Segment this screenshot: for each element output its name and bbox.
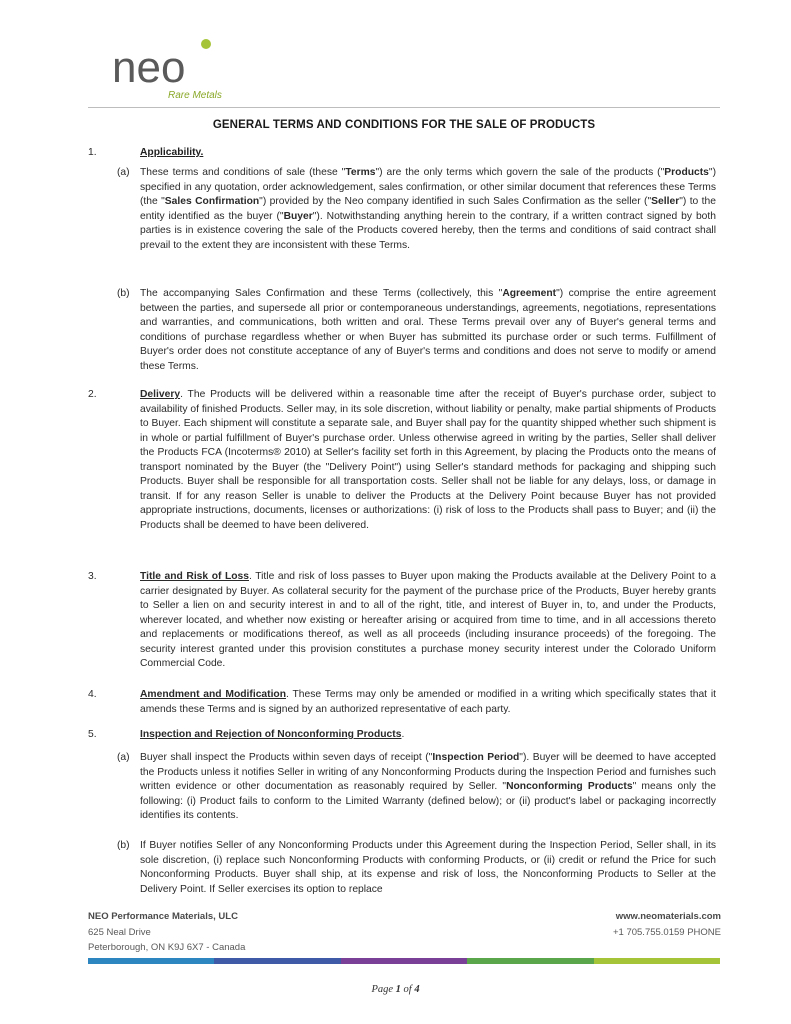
header-divider <box>88 107 720 108</box>
footer-address-line-2: Peterborough, ON K9J 6X7 - Canada <box>88 942 246 953</box>
color-band-segment-3 <box>341 958 467 964</box>
footer-address <box>88 909 245 956</box>
section-1b-text: The accompanying Sales Confirmation and these Terms (collectively, this "Agreement") comprise the entire agreement between the parties, and supersede all prior or contemporaneous understandings, agreements, negotiations, representations and warranties, and communications, both written and oral. These Terms prevail over any of Buyer's general terms and conditions of purchase regardless whether or when Buyer has submitted its purchase order or such terms. Fulfillment of Buyer's order does not constitute acceptance of any of Buyer's terms and conditions and does not serve to modify or amend these Terms. <box>140 288 716 372</box>
section-1b-marker: (b) <box>117 288 130 299</box>
footer-address-line-1: 625 Neal Drive <box>88 926 151 938</box>
footer-color-band <box>88 958 720 964</box>
color-band-segment-5 <box>594 958 720 964</box>
color-band-segment-4 <box>467 958 593 964</box>
section-1-number: 1. <box>88 147 97 158</box>
page-number: Page 1 of 4 <box>371 984 420 995</box>
section-2-number: 2. <box>88 389 97 400</box>
logo-dot <box>201 39 211 49</box>
footer-contact <box>613 909 721 940</box>
neo-logo <box>110 38 240 104</box>
section-1a-text: These terms and conditions of sale (these "Terms") are the only terms which govern the sale of the products ("Products") specified in any quotation, order acknowledgement, sales confirmation, or other similar document that references these Terms (the "Sales Confirmation") provided by the Neo company identified in such Sales Confirmation as the seller ("Seller") to the entity identified as the buyer ("Buyer"). Notwithstanding anything herein to the contrary, if a written contract signed by both parties is in existence covering the sale of the Products covered hereby, then the terms and conditions of said contract shall prevail to the extent they are inconsistent with these Terms. <box>140 167 717 251</box>
section-4-text: Amendment and Modification. These Terms may only be amended or modified in a writing which specifically states that it amends these Terms and is signed by an authorized representative of each party. <box>140 689 716 715</box>
document-title: GENERAL TERMS AND CONDITIONS FOR THE SALE OF PRODUCTS <box>212 119 596 131</box>
footer-company: NEO Performance Materials, ULC <box>88 911 238 922</box>
footer-website-link[interactable]: www.neomaterials.com <box>615 911 721 922</box>
section-3-number: 3. <box>88 571 97 582</box>
section-1a-marker: (a) <box>117 167 130 178</box>
color-band-segment-1 <box>88 958 214 964</box>
logo-wordmark: neo <box>112 43 186 92</box>
footer-phone: +1 705.755.0159 PHONE <box>612 926 721 938</box>
color-band-segment-2 <box>214 958 340 964</box>
logo-tagline: Rare Metals <box>168 90 222 101</box>
section-4-number: 4. <box>88 689 97 700</box>
section-5a-marker: (a) <box>117 752 130 763</box>
section-1-heading: Applicability. <box>140 147 204 158</box>
section-5-heading: Inspection and Rejection of Nonconforming Products. <box>140 729 405 740</box>
section-5-number: 5. <box>88 729 97 740</box>
section-3-text: Title and Risk of Loss. Title and risk of loss passes to Buyer upon making the Products available at the Delivery Point to a carrier designated by Buyer. As collateral security for the payment of the purchase price of the Products, Buyer hereby grants to Seller a lien on and security interest in and to all of the right, title, and interest of Buyer in, to, and under the Products, wherever located, and whether now existing or hereafter arising or acquired from time to time, and in all accessions thereto and replacements or modifications thereof, as well as all proceeds (including insurance proceeds) of the foregoing. The security interest granted under this provision constitutes a purchase money security interest under the Colorado Uniform Commercial Code. <box>140 571 716 669</box>
section-2-text: Delivery. The Products will be delivered within a reasonable time after the receipt of Buyer's purchase order, subject to availability of finished Products. Seller may, in its sole discretion, without liability or penalty, make partial shipments of Products to Buyer. Each shipment will constitute a separate sale, and Buyer shall pay for the quantity shipped whether such shipment is in whole or partial fulfillment of Buyer's purchase order. Unless otherwise agreed in writing by the parties, Seller shall deliver the Products FCA (Incoterms® 2010) at Seller's facility set forth in this Agreement, by placing the Products onto the means of transport nominated by the Buyer (the "Delivery Point") using Seller's standard methods for packaging and shipping such Products. Buyer shall be responsible for all transportation costs. Seller shall not be liable for any delays, loss, or damage in transit. If for any reason Seller is unable to deliver the Products at the Delivery Point because Buyer has not provided appropriate instructions, documents, licenses or authorizations: (i) risk of loss to the Products shall pass to Buyer; and (ii) the Products shall be deemed to have been delivered. <box>140 389 716 531</box>
section-5b-marker: (b) <box>117 840 130 851</box>
section-5a-text: Buyer shall inspect the Products within seven days of receipt ("Inspection Period"). Buyer will be deemed to have accepted the Products unless it notifies Seller in writing of any Nonconforming Products during the Inspection Period and furnishes such written evidence or other documentation as reasonably required by Seller. "Nonconforming Products" means only the following: (i) Product fails to conform to the Limited Warranty (defined below); or (ii) product's label or packaging incorrectly identifies its contents. <box>140 752 716 821</box>
section-5b-text: If Buyer notifies Seller of any Nonconforming Products under this Agreement during the Inspection Period, Seller shall, in its sole discretion, (i) replace such Nonconforming Products with conforming Products, or (ii) credit or refund the Price for such Nonconforming Products. Buyer shall ship, at its expense and risk of loss, the Nonconforming Products to Seller at the Delivery Point. If Seller exercises its option to replace <box>140 840 716 895</box>
